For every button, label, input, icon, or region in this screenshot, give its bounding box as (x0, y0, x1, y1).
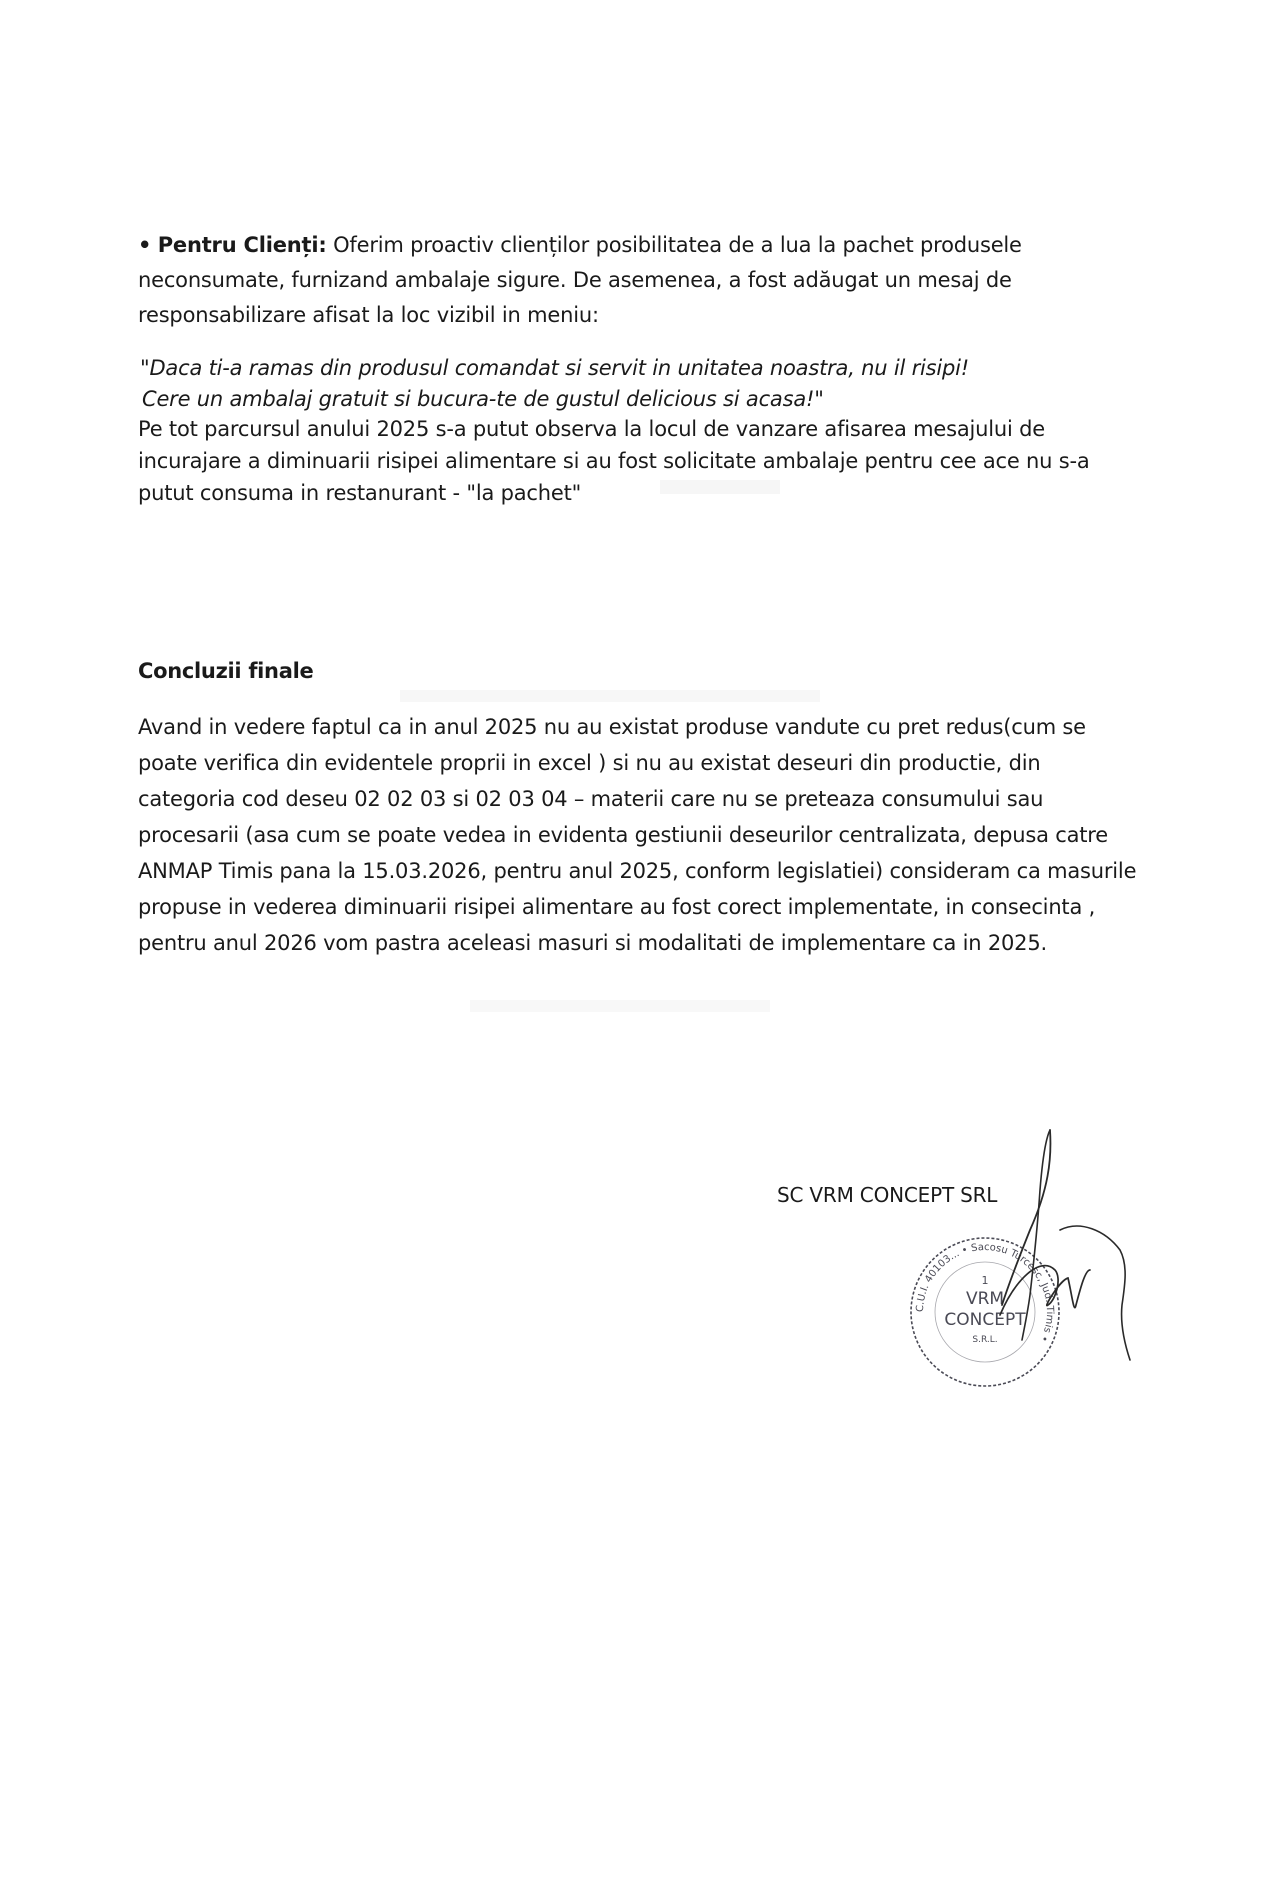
stamp-center-1: VRM (965, 1289, 1005, 1309)
conclusions-line-5: ANMAP Timis pana la 15.03.2026, pentru anul 2025, conform legislatiei) consideram ca masurile (138, 859, 1137, 883)
clients-line-4: Pe tot parcursul anului 2025 s-a putut observa la locul de vanzare afisarea mesajului de (138, 417, 1045, 441)
clients-line-5: incurajare a diminuarii risipei alimentare si au fost solicitate ambalaje pentru cee ace nu s-a (138, 449, 1090, 473)
clients-line-6: putut consuma in restanurant - "la pachet" (138, 481, 582, 505)
stamp-outer-text: C.U.I. 40103... • Sacosu Turcesc, Jud. Timis • (914, 1241, 1056, 1344)
conclusions-line-3: categoria cod deseu 02 02 03 si 02 03 04 – materii care nu se preteaza consumului sau (138, 787, 1044, 811)
clients-line-1 (138, 232, 1022, 258)
quote-line-1: "Daca ti-a ramas din produsul comandat si servit in unitatea noastra, nu il risipi! (140, 356, 970, 380)
conclusions-line-1: Avand in vedere faptul ca in anul 2025 nu au existat produse vandute cu pret redus(cum se (138, 715, 1086, 739)
stamp-center-2: CONCEPT (944, 1310, 1026, 1330)
quote-line-2: Cere un ambalaj gratuit si bucura-te de gustul delicious si acasa!" (142, 387, 824, 411)
clients-label: Pentru Clienți: (157, 233, 327, 257)
stamp-center-3: S.R.L. (972, 1335, 998, 1345)
conclusions-line-6: propuse in vederea diminuarii risipei alimentare au fost corect implementate, in consecinta , (138, 895, 1096, 919)
bleed-through-3 (470, 1000, 770, 1012)
handwritten-signature (990, 1120, 1140, 1380)
stamp-number: 1 (981, 1274, 989, 1287)
bullet: • (138, 233, 152, 257)
clients-line-2: neconsumate, furnizand ambalaje sigure. De asemenea, a fost adăugat un mesaj de (138, 268, 1012, 292)
bleed-through-2 (400, 690, 820, 702)
conclusions-heading: Concluzii finale (138, 659, 314, 683)
bleed-through-1 (660, 480, 780, 494)
company-name: SC VRM CONCEPT SRL (777, 1183, 998, 1207)
clients-line-3: responsabilizare afisat la loc vizibil in meniu: (138, 303, 599, 327)
clients-line-1-text: Oferim proactiv clienților posibilitatea de a lua la pachet produsele (326, 233, 1022, 257)
conclusions-line-4: procesarii (asa cum se poate vedea in evidenta gestiunii deseurilor centralizata, depusa catre (138, 823, 1108, 847)
conclusions-line-2: poate verifica din evidentele proprii in excel ) si nu au existat deseuri din productie, din (138, 751, 1041, 775)
conclusions-line-7: pentru anul 2026 vom pastra aceleasi masuri si modalitati de implementare ca in 2025. (138, 931, 1047, 955)
